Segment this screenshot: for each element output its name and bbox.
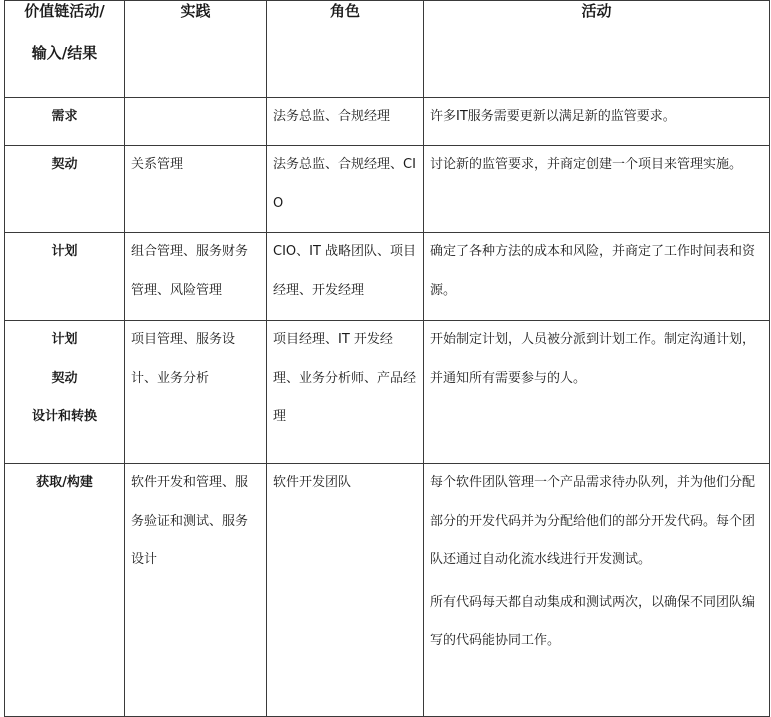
table-row — [5, 146, 770, 233]
practice-cell: 组合管理、服务财务管理、风险管理 — [125, 233, 267, 321]
activity-text: 所有代码每天都自动集成和测试两次，以确保不同团队编写的代码能协同工作。 — [430, 594, 756, 648]
header-practice: 实践 — [125, 1, 267, 98]
header-activities: 活动 — [424, 1, 770, 98]
row-label — [5, 233, 125, 321]
header-row — [5, 1, 770, 98]
activities-cell — [424, 98, 770, 146]
label-line: 计划 — [51, 332, 78, 347]
row-label — [5, 464, 125, 717]
roles-cell: 法务总监、合规经理、CIO — [267, 146, 424, 233]
header-roles: 角色 — [267, 1, 424, 98]
activity-text: 确定了各种方法的成本和风险，并商定了工作时间表和资源。 — [430, 244, 756, 298]
table-row — [5, 321, 770, 464]
label-line: 契动 — [51, 157, 78, 172]
roles-cell: CIO、IT 战略团队、项目经理、开发经理 — [267, 233, 424, 321]
practice-cell: 项目管理、服务设计、业务分析 — [125, 321, 267, 464]
activity-text: 每个软件团队管理一个产品需求待办队列，并为他们分配部分的开发代码并为分配给他们的部分开发代码。每个团队还通过自动化流水线进行开发测试。 — [430, 475, 756, 567]
activities-cell — [424, 321, 770, 464]
activities-cell — [424, 464, 770, 717]
roles-cell: 项目经理、IT 开发经理、业务分析师、产品经理 — [267, 321, 424, 464]
activity-text: 许多IT服务需要更新以满足新的监管要求。 — [430, 109, 676, 124]
label-line: 获取/构建 — [36, 475, 93, 490]
practice-cell: 关系管理 — [125, 146, 267, 233]
header-value-chain-line1: 价值链活动/ — [24, 2, 105, 20]
row-label — [5, 321, 125, 464]
activity-text: 讨论新的监管要求，并商定创建一个项目来管理实施。 — [430, 157, 743, 172]
roles-cell: 法务总监、合规经理 — [267, 98, 424, 146]
activities-cell — [424, 146, 770, 233]
activity-text: 开始制定计划，人员被分派到计划工作。制定沟通计划，并通知所有需要参与的人。 — [430, 332, 756, 386]
label-line: 设计和转换 — [31, 409, 97, 424]
header-value-chain-line2: 输入/结果 — [31, 44, 98, 62]
table-row — [5, 233, 770, 321]
row-label — [5, 146, 125, 233]
label-line: 计划 — [51, 244, 78, 259]
label-line: 契动 — [51, 370, 78, 386]
roles-cell: 软件开发团队 — [267, 464, 424, 717]
table-row — [5, 98, 770, 146]
practice-cell: 软件开发和管理、服务验证和测试、服务设计 — [125, 464, 267, 717]
row-label — [5, 98, 125, 146]
practice-cell — [125, 98, 267, 146]
activities-cell — [424, 233, 770, 321]
label-line: 需求 — [51, 109, 78, 124]
table-row — [5, 464, 770, 717]
value-chain-table — [4, 0, 770, 717]
header-value-chain — [5, 1, 125, 98]
